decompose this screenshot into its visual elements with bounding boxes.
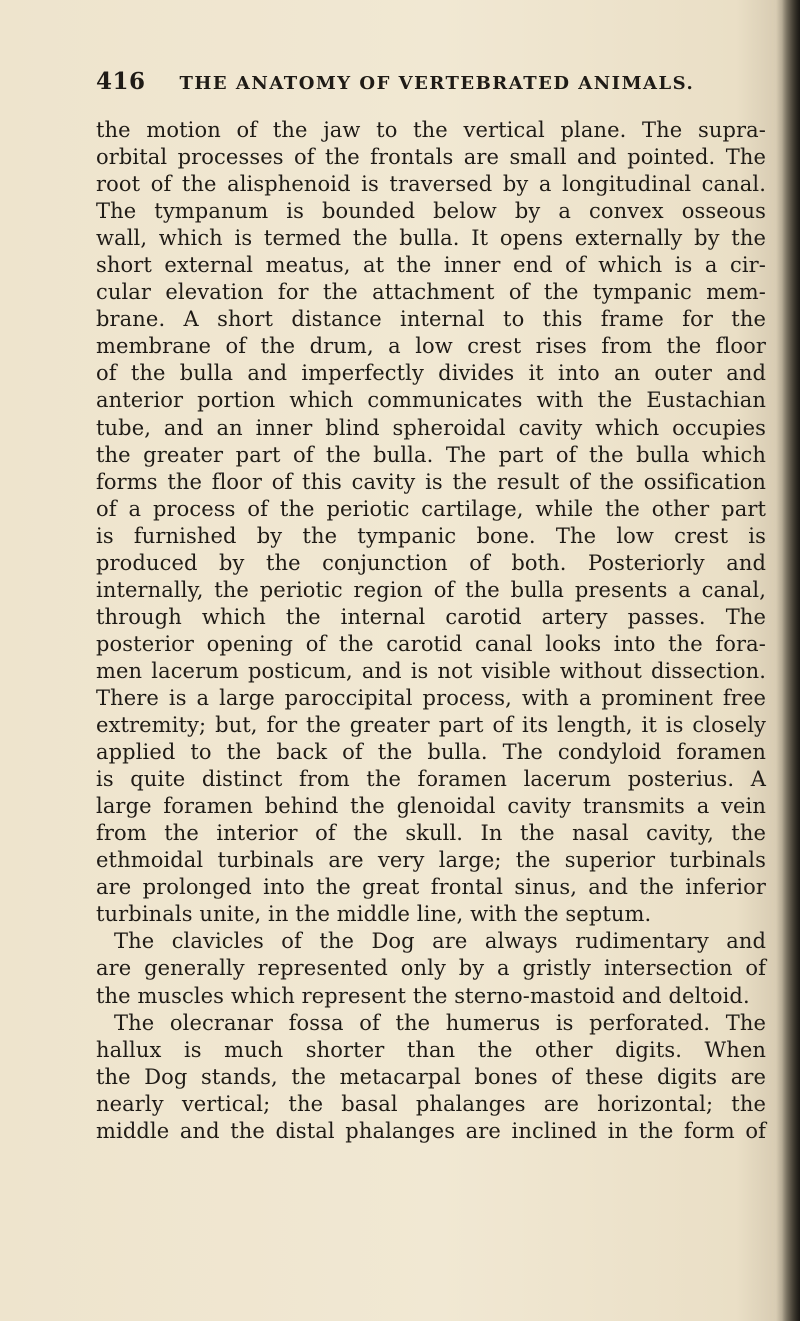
text-line: of a process of the periotic cartilage, while the other part bbox=[96, 496, 766, 521]
text-line: are prolonged into the great frontal sinus, and the inferior bbox=[96, 875, 766, 900]
text-line: tube, and an inner blind spheroidal cavity which occupies bbox=[96, 415, 766, 440]
text-line: brane. A short distance internal to this frame for the bbox=[96, 307, 766, 332]
text-line: the motion of the jaw to the vertical plane. The supra- bbox=[96, 118, 766, 142]
text-line: is quite distinct from the foramen lacerum posterius. A bbox=[96, 767, 766, 792]
text-line: The olecranar fossa of the humerus is perforated. The bbox=[114, 1010, 766, 1035]
body-text bbox=[96, 117, 766, 1145]
text-line: forms the floor of this cavity is the result of the ossification bbox=[96, 469, 766, 494]
text-line: The clavicles of the Dog are always rudimentary and bbox=[114, 929, 766, 954]
text-line: The tympanum is bounded below by a convex osseous bbox=[96, 199, 766, 224]
text-line: internally, the periotic region of the bulla presents a canal, bbox=[96, 577, 766, 602]
text-line: hallux is much shorter than the other digits. When bbox=[96, 1037, 766, 1062]
text-line: turbinals unite, in the middle line, with the septum. bbox=[96, 902, 652, 927]
text-line: There is a large paroccipital process, with a prominent free bbox=[96, 685, 766, 710]
text-line: from the interior of the skull. In the nasal cavity, the bbox=[96, 821, 766, 846]
text-line: the muscles which represent the sterno-mastoid and deltoid. bbox=[96, 983, 750, 1008]
text-line: cular elevation for the attachment of the tympanic mem- bbox=[96, 280, 766, 305]
page-number: 416 bbox=[96, 68, 146, 95]
running-head: THE ANATOMY OF VERTEBRATED ANIMALS. bbox=[179, 73, 695, 94]
text-line: wall, which is termed the bulla. It opens externally by the bbox=[96, 226, 766, 251]
text-line: are generally represented only by a gristly intersection of bbox=[96, 956, 766, 981]
text-line: applied to the back of the bulla. The condyloid foramen bbox=[96, 740, 766, 765]
text-line: men lacerum posticum, and is not visible without dissection. bbox=[96, 658, 766, 683]
text-line: is furnished by the tympanic bone. The low crest is bbox=[96, 523, 766, 548]
text-line: nearly vertical; the basal phalanges are horizontal; the bbox=[96, 1091, 766, 1116]
text-line: of the bulla and imperfectly divides it into an outer and bbox=[96, 361, 766, 386]
text-line: the greater part of the bulla. The part of the bulla which bbox=[96, 442, 766, 467]
text-line: root of the alisphenoid is traversed by a longitudinal canal. bbox=[96, 172, 766, 197]
text-line: short external meatus, at the inner end of which is a cir- bbox=[96, 253, 766, 278]
text-line: ethmoidal turbinals are very large; the superior turbinals bbox=[96, 848, 766, 873]
text-line: extremity; but, for the greater part of its length, it is closely bbox=[96, 713, 766, 738]
page-binding-edge bbox=[782, 0, 800, 1321]
text-line: through which the internal carotid artery passes. The bbox=[96, 604, 766, 629]
text-line: the Dog stands, the metacarpal bones of these digits are bbox=[96, 1064, 766, 1089]
text-line: orbital processes of the frontals are small and pointed. The bbox=[96, 145, 766, 170]
text-line: posterior opening of the carotid canal looks into the fora- bbox=[96, 631, 766, 656]
page-header bbox=[96, 68, 772, 108]
text-line: large foramen behind the glenoidal cavity transmits a vein bbox=[96, 794, 766, 819]
text-line: anterior portion which communicates with the Eustachian bbox=[96, 388, 766, 413]
text-line: produced by the conjunction of both. Posteriorly and bbox=[96, 550, 766, 575]
text-line: membrane of the drum, a low crest rises from the floor bbox=[96, 334, 766, 359]
text-line: middle and the distal phalanges are inclined in the form of bbox=[96, 1118, 766, 1143]
